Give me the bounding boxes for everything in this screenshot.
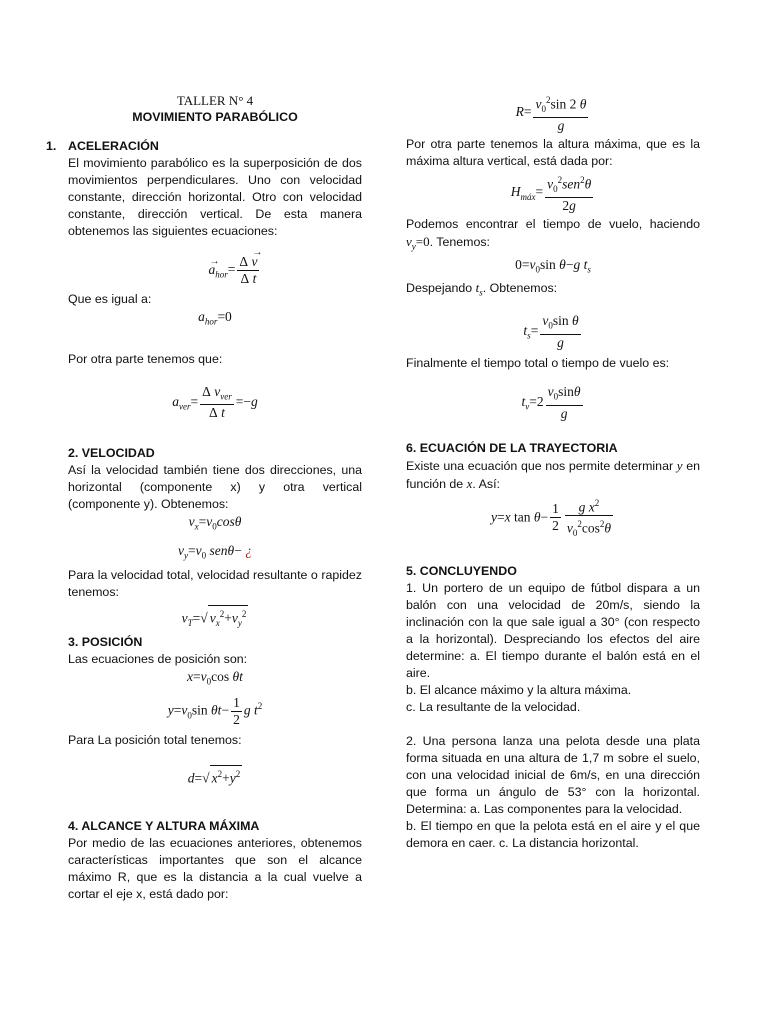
equation-vt: $v_T=√$ $v_x^2+v_y^2$ — [68, 605, 362, 632]
equation-hmax: $H_{máx}=$ $\frac{v_0^2sen^2\theta}{2g}$ — [406, 172, 700, 214]
problem-2-text: 2. Una persona lanza una pelota desde una plata forma situada en una altura de 1,7 m sobre el suelo, con una velocidad inicial de 6m/s, en una dirección que forma un ángulo de 53° con la horizontal. Determina: a. Las componentes para la velocidad. — [406, 734, 700, 817]
equation-d: d=√ $x^2+y^2$ — [68, 765, 362, 787]
left-column — [46, 92, 362, 903]
section-4-heading: 4. ALCANCE Y ALTURA MÁXIMA — [68, 819, 260, 834]
section-3-heading: 3. POSICIÓN — [68, 634, 143, 649]
equation-vy-zero: $0=v_0\sin$ θ−g $t_s$ — [515, 256, 591, 275]
equation-a-ver: $a_{ver}=$ $\frac{\Delta v_{ver}}{\text{Δ t}}$ =−g — [172, 383, 258, 421]
right-column — [406, 92, 700, 852]
section-2-text: Así la velocidad también tiene dos direcciones, una horizontal (componente x) y otra vertical (componente y). Obtenemos: — [68, 463, 362, 512]
section-3-text: Las ecuaciones de posición son: — [68, 651, 248, 666]
despejando-text: Despejando $t_s$. Obtenemos: — [406, 279, 558, 298]
tiempo-total-text: Finalmente el tiempo total o tiempo de vuelo es: — [406, 355, 670, 370]
equation-trajectory: y=x tan θ− $\frac{1}{2}$ $\frac{g x^2}{v_0^2\cos^2\theta}$ — [406, 495, 700, 542]
worksheet-number: TALLER N° 4 — [176, 93, 254, 108]
que-es-igual-text: Que es igual a: — [68, 292, 152, 306]
section-4-text: Por medio de las ecuaciones anteriores, obtenemos características importantes que son el alcance máximo R, que es la distancia a la cual vuelve a cortar el eje x, está dado por: — [68, 836, 362, 902]
problem-2-part-b: b. El tiempo en que la pelota está en el aire y el que demora en caer. c. La distancia horizontal. — [406, 819, 700, 851]
section-5-heading: 5. CONCLUYENDO — [406, 564, 517, 579]
rapidez-text: Para la velocidad total, velocidad resultante o rapidez tenemos: — [68, 567, 362, 599]
tiempo-vuelo-text: Podemos encontrar el tiempo de vuelo, haciendo $v_y=0$. Tenemos: — [406, 217, 700, 252]
equation-vy: $v_y=v_0$ senθ− ¿ — [178, 543, 252, 561]
equation-x: $x=v_0\cos$ θt — [187, 668, 243, 687]
equation-a-hor-zero: $a_{hor}=0$ — [198, 309, 232, 327]
equation-tv: $t_v=2$ $\frac{v_0\sin\theta}{g}$ — [521, 383, 581, 421]
equation-range: R= $\frac{v_0^2\sin 2 \theta}{g}$ — [406, 92, 700, 134]
section-1-text: El movimiento parabólico es la superposición de dos movimientos perpendiculares. Uno con velocidad constante, dirección horizontal. Otro con velocidad constante, dirección vertical. De esta manera obtenemos las siguientes ecuaciones: — [68, 156, 362, 238]
por-otra-parte-text: Por otra parte tenemos que: — [68, 351, 223, 366]
altura-maxima-text: Por otra parte tenemos la altura máxima, que es la máxima altura vertical, está dada por: — [406, 137, 700, 169]
problem-1-text: 1. Un portero de un equipo de fútbol dispara a un balón con una velocidad de 20m/s, siendo la inclinación con la que sale igual a 30° (con respecto a la horizontal). Despreciando los efectos del aire determine: a. El tiempo durante el balón está en el aire. — [406, 581, 700, 681]
equation-y: $y=v_0\sin$ θt− $\frac{1}{2}$ g $t^2$ — [167, 694, 263, 727]
section-2-heading: 2. VELOCIDAD — [68, 446, 155, 461]
posicion-total-text: Para La posición total tenemos: — [68, 732, 242, 747]
equation-a-hor: a → $_{hor}$= Δ v → Δ t — [208, 247, 263, 286]
section-1-heading: 1. ACELERACIÓN — [46, 139, 159, 153]
problem-1-part-b: b. El alcance máximo y la altura máxima. — [406, 683, 632, 698]
equation-vx: $v_x=v_0\cos\theta$ — [188, 514, 242, 533]
page-title: MOVIMIENTO PARABÓLICO — [132, 110, 298, 124]
section-6-heading: 6. ECUACIÓN DE LA TRAYECTORIA — [406, 440, 618, 455]
equation-ts: $t_s=$ $\frac{v_0\sin \theta}{g}$ — [523, 313, 579, 350]
problem-1-part-c: c. La resultante de la velocidad. — [406, 700, 581, 715]
section-6-text: Existe una ecuación que nos permite determinar y en función de x. Así: — [406, 457, 700, 491]
